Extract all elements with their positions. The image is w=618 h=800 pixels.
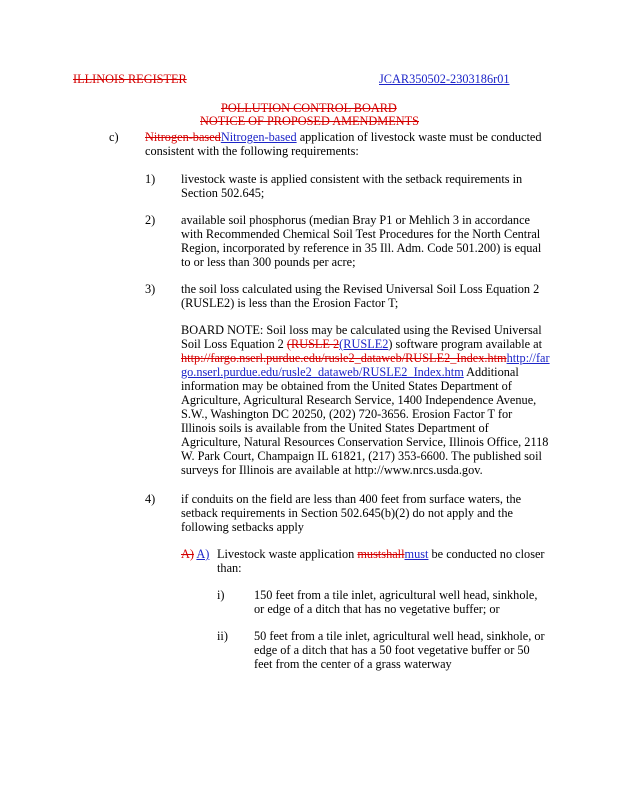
item-1-text [181, 172, 522, 200]
item-a-line1: Livestock waste application mustshallmust be conducted no closer [217, 547, 545, 561]
board-note [181, 323, 550, 477]
item-c-line1: application of livestock waste must be conducted [299, 130, 542, 144]
register-header-deleted: ILLINOIS REGISTER [73, 72, 187, 86]
deleted-text: must [357, 547, 382, 561]
item-c-text [145, 130, 541, 158]
item-1-line2: Section 502.645; [181, 186, 265, 200]
item-c-line2: consistent with the following requirements: [145, 144, 359, 158]
item-1-marker: 1) [145, 172, 156, 186]
inserted-url-link-cont[interactable]: go.nserl.purdue.edu/rusle2_dataweb/RUSLE2_Index.htm [181, 365, 464, 379]
item-ii-text [254, 629, 545, 671]
item-4-text [181, 492, 521, 534]
inserted-text: must [404, 547, 429, 561]
item-2-line3: Region, incorporated by reference in 35 Ill. Adm. Code 501.200) is equal [181, 241, 542, 255]
item-a-line2: than: [217, 561, 242, 575]
item-ii-line3: feet from the center of a grass waterway [254, 657, 452, 671]
deleted-text: A) [181, 547, 194, 561]
item-i-text [254, 588, 537, 616]
inserted-url-link[interactable]: http://far [506, 351, 550, 365]
item-i-line1: 150 feet from a tile inlet, agricultural well head, sinkhole, [254, 588, 538, 602]
board-note-line5: information may be obtained from the United States Department of [181, 379, 512, 393]
item-3-line1: the soil loss calculated using the Revised Universal Soil Loss Equation 2 [181, 282, 540, 296]
item-3-marker: 3) [145, 282, 156, 296]
board-note-line8: Illinois soils is available from the United States Department of [181, 421, 489, 435]
item-4-line2: setback requirements in Section 502.645(b)(2) do not apply and the [181, 506, 513, 520]
item-4-line3: following setbacks apply [181, 520, 304, 534]
item-a-marker [181, 547, 209, 561]
item-ii-marker: ii) [217, 629, 228, 643]
board-note-line9: Agriculture, Natural Resources Conservation Service, Illinois Office, 2118 [181, 435, 549, 449]
inserted-text: (RUSLE2 [339, 337, 389, 351]
deleted-url: http://fargo.nserl.purdue.edu/rusle2_dataweb/RUSLE2_Index.htm [181, 351, 507, 365]
item-4-line1: if conduits on the field are less than 400 feet from surface waters, the [181, 492, 522, 506]
item-i-marker: i) [217, 588, 225, 602]
deleted-text: Nitrogen-based [145, 130, 221, 144]
notice-title-deleted: NOTICE OF PROPOSED AMENDMENTS [200, 114, 419, 128]
board-title-deleted: POLLUTION CONTROL BOARD [221, 101, 397, 115]
item-2-line2: with Recommended Chemical Soil Test Procedures for the North Central [181, 227, 541, 241]
item-3-line2: (RUSLE2) is less than the Erosion Factor T; [181, 296, 399, 310]
item-i-line2: or edge of a ditch that has no vegetative buffer; or [254, 602, 500, 616]
item-c-marker: c) [109, 130, 119, 144]
item-2-line1: available soil phosphorus (median Bray P1 or Mehlich 3 in accordance [181, 213, 530, 227]
board-note-line11: surveys for Illinois are available at http://www.nrcs.usda.gov. [181, 463, 483, 477]
item-ii-line1: 50 feet from a tile inlet, agricultural well head, sinkhole, or [254, 629, 545, 643]
deleted-text: (RUSLE 2 [286, 337, 340, 351]
board-note-line3 [181, 351, 550, 365]
jcar-code-inserted: JCAR350502-2303186r01 [379, 72, 510, 86]
item-4-marker: 4) [145, 492, 156, 506]
item-a-text [217, 547, 545, 575]
board-note-line10: W. Park Court, Champaign IL 61821, (217) 353-6600. The published soil [181, 449, 542, 463]
item-3-text [181, 282, 539, 310]
item-1-line1: livestock waste is applied consistent with the setback requirements in [181, 172, 523, 186]
item-2-line4: to or less than 300 pounds per acre; [181, 255, 356, 269]
inserted-text: Nitrogen-based [220, 130, 297, 144]
inserted-text: A) [196, 547, 210, 561]
item-2-text [181, 213, 541, 269]
deleted-text: shall [381, 547, 405, 561]
item-2-marker: 2) [145, 213, 156, 227]
board-note-line4: go.nserl.purdue.edu/rusle2_dataweb/RUSLE2_Index.htm Additional [181, 365, 519, 379]
board-note-line7: S.W., Washington DC 20250, (202) 720-3656. Erosion Factor T for [181, 407, 513, 421]
item-ii-line2: edge of a ditch that has a 50 foot vegetative buffer or 50 [254, 643, 530, 657]
board-note-line2: Soil Loss Equation 2 (RUSLE 2(RUSLE2) software program available at [181, 337, 543, 351]
board-note-line6: Agriculture, Agricultural Research Service, 1400 Independence Avenue, [181, 393, 537, 407]
board-note-line1: BOARD NOTE: Soil loss may be calculated using the Revised Universal [181, 323, 542, 337]
